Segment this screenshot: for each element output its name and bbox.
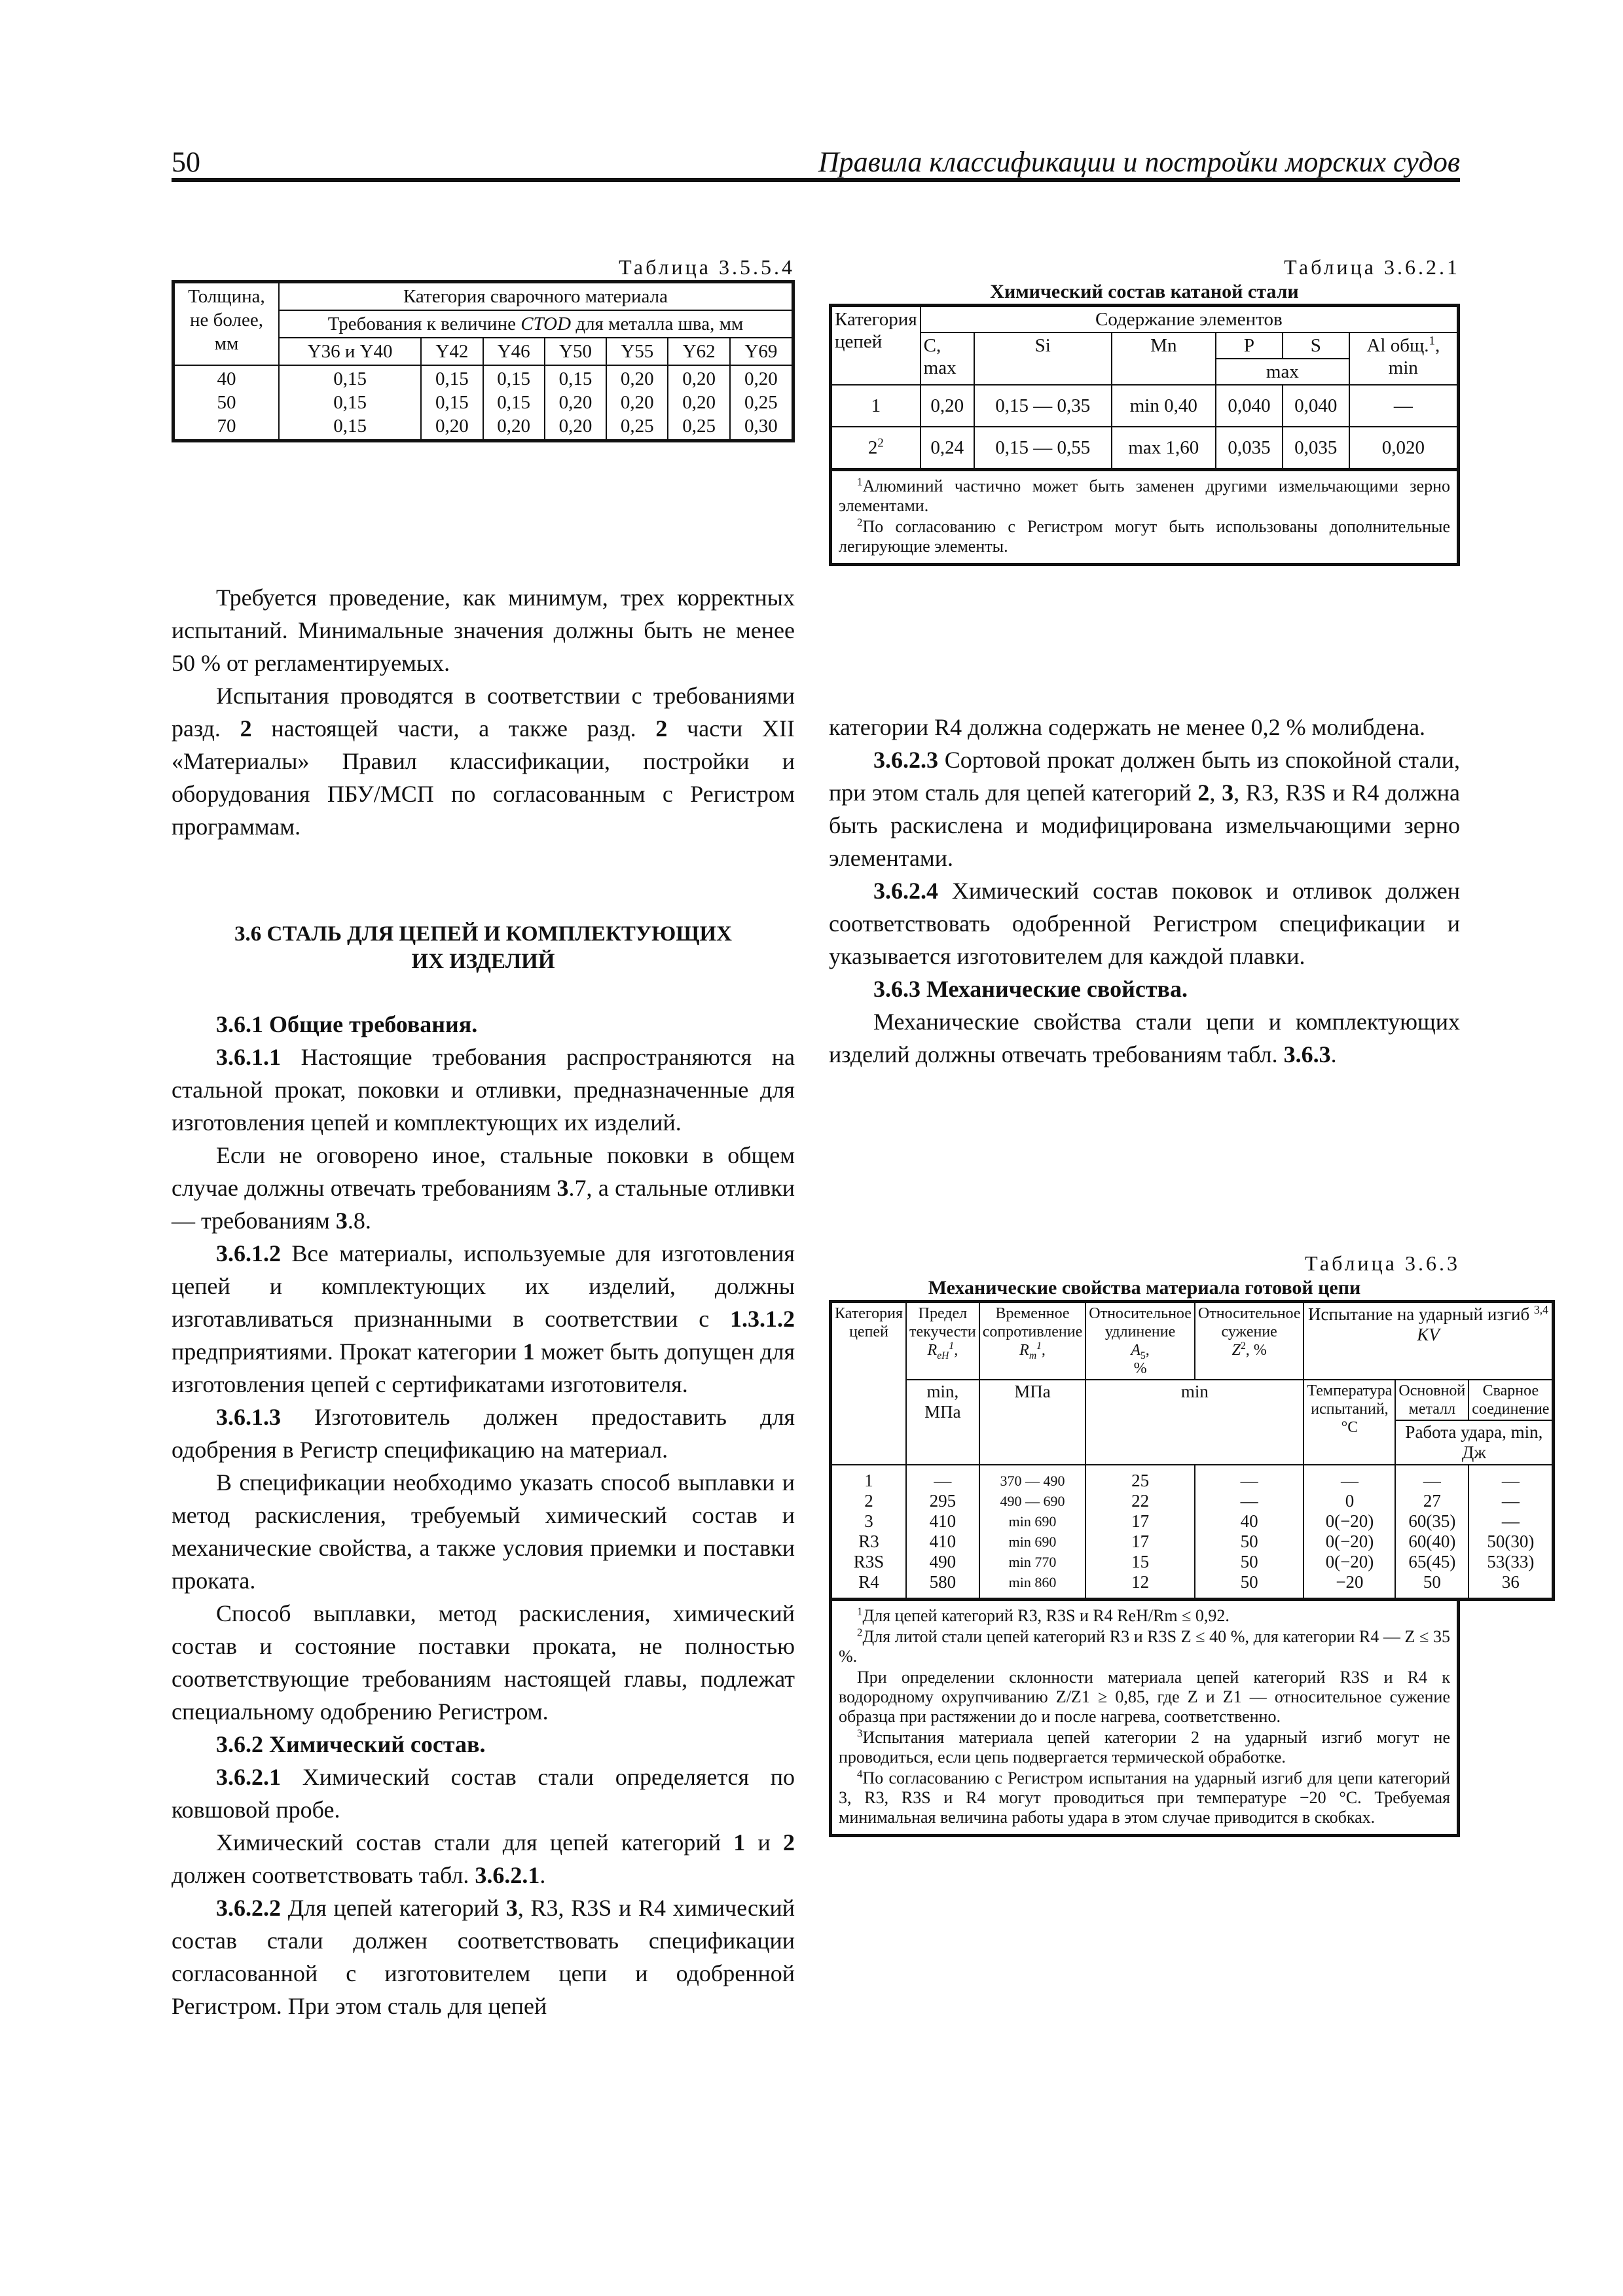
ctod-cell [668,365,729,441]
element-s-cell: 0,035 [1283,427,1349,470]
category-cell [831,427,921,470]
table-3-6-2-1-block [829,254,1460,566]
mech-base-value: 60(35) [1408,1511,1456,1531]
header-rule [172,178,1460,182]
mech-a-value: 25 [1131,1471,1150,1490]
note: $^1$Алюминий частично может быть заменен другими измельчающими зерно элементами. [839,475,1450,515]
mech-temp-value: 0(−20) [1325,1532,1374,1551]
subsection-heading: 3.6.3 Механические свойства. [873,976,1188,1002]
col-reduction-header: Относительное сужение $Z^2$, % [1195,1302,1304,1380]
mech-temp-cell [1304,1465,1395,1600]
thickness-cell [173,365,280,441]
mech-t-value: 370 — 490 [1000,1473,1065,1489]
mech-y-cell [906,1465,979,1600]
col-al-header: Al общ.$^1$, min [1349,332,1459,385]
element-c-cell: 0,24 [921,427,974,470]
page-header [172,145,1460,182]
col-s-header: S [1283,332,1349,359]
mech-t-value: min 860 [1008,1574,1057,1590]
grade-header: Y69 [730,338,793,365]
element-mn-cell: max 1,60 [1112,427,1216,470]
chemical-table [829,304,1460,471]
paragraph: Химический состав стали для цепей категорий 1 и 2 должен соответствовать табл. 3.6.2.1. [172,1829,795,1888]
mech-base-value: — [1423,1471,1441,1490]
paragraph: 3.6.2.2 Для цепей категорий 3, R3, R3S и R4 химический состав стали должен соответствовать спецификации согласованной с изготовителем цепи и одобренной Регистром. При этом сталь для цепей [172,1895,795,2019]
mech-t-value: min 690 [1008,1513,1057,1530]
mech-y-value: 410 [929,1511,957,1531]
mech-temp-value: 0 [1345,1491,1355,1511]
col-mn-header: Mn [1112,332,1216,385]
mech-z-value: — [1240,1491,1258,1511]
element-p-cell: 0,040 [1216,385,1283,427]
ctod-value: 0,20 [620,392,654,413]
note: $^1$Для цепей категорий R3, R3S и R4 ReH/Rm ≤ 0,92. [857,1605,1230,1625]
col-thickness-header: Толщина, не более, мм [173,282,280,366]
table-row [831,385,1459,427]
ctod-value: 0,20 [497,416,531,437]
grade-header: Y42 [421,338,483,365]
mech-a-value: 17 [1131,1511,1150,1531]
category-value: 1 [871,395,881,416]
mech-a-cell [1085,1465,1195,1600]
thickness-value: 70 [217,416,236,437]
paragraph: 3.6.2.3 Сортовой прокат должен быть из спокойной стали, при этом сталь для цепей категорий 2, 3, R3, R3S и R4 должна быть раскислена и модифицирована измельчающими зерно элементами. [829,747,1461,871]
mech-z-cell [1195,1465,1304,1600]
element-s-cell: 0,040 [1283,385,1349,427]
footnote-mark: 2 [877,436,884,450]
ctod-value: 0,20 [682,368,716,389]
paragraph: Способ выплавки, метод раскисления, химический состав и состояние поставки проката, не полностью соответствующие требованиям настоящей главы, подлежат специальному одобрению Регистром. [172,1600,795,1725]
mech-weld-value: — [1501,1511,1520,1531]
mech-cat-value: R4 [858,1572,879,1592]
mech-base-value: 50 [1423,1572,1441,1592]
element-c-cell: 0,20 [921,385,974,427]
mech-y-value: 580 [929,1572,957,1592]
paragraph: 3.6.2.1 Химический состав стали определяется по ковшовой пробе. [172,1764,795,1823]
tensile-unit: МПа [979,1380,1086,1465]
table-3-6-3-block [829,1250,1550,1837]
ctod-cell [279,365,421,441]
ctod-value: 0,20 [620,368,654,389]
paragraph: 3.6.2.4 Химический состав поковок и отливок должен соответствовать одобренной Регистром спецификации и указывается изготовителем для каждой плавки. [829,878,1460,969]
mech-t-value: min 770 [1008,1554,1057,1570]
mech-a-value: 17 [1131,1532,1150,1551]
mech-base-value: 60(40) [1408,1532,1456,1551]
ctod-value: 0,15 [497,368,531,389]
mech-z-value: 50 [1240,1552,1258,1571]
note: $^2$По согласованию с Регистром могут быть использованы дополнительные легирующие элементы. [839,516,1450,556]
left-column-text [172,581,795,2022]
table-3-5-5-4-block [172,254,795,442]
ctod-value: 0,25 [744,392,778,413]
running-title: Правила классификации и постройки морских судов [818,146,1460,178]
note: $^4$По согласованию с Регистром испытания на ударный изгиб для цепи категорий 3, R3, R3S и R4 могут проводиться при температуре −20 °C. Требуемая минимальная величина работы удара в этом случае приводится в скобках. [839,1767,1450,1827]
paragraph: В спецификации необходимо указать способ выплавки и метод раскисления, требуемый химический состав и механические свойства, а также условия приемки и поставки проката. [172,1469,795,1594]
ctod-table [172,280,795,442]
category-cell [831,385,921,427]
paragraph: 3.6.1.3 Изготовитель должен предоставить для одобрения в Регистр спецификацию на материал. [172,1404,795,1463]
col-ps-max: max [1216,359,1349,385]
paragraph: категории R4 должна содержать не менее 0,2 % молибдена. [829,714,1426,740]
ctod-cell [483,365,545,441]
table-notes [829,471,1460,566]
category-value: 2 [867,437,878,458]
ctod-table-body [173,365,793,441]
ctod-value: 0,25 [682,416,716,437]
grade-header: Y55 [606,338,668,365]
ctod-cell [730,365,793,441]
subsection-heading: 3.6.2 Химический состав. [216,1731,486,1757]
ctod-value: 0,20 [744,368,778,389]
mech-weld-cell [1468,1465,1554,1600]
grade-header: Y50 [545,338,606,365]
ctod-cell [545,365,606,441]
note: $^3$Испытания материала цепей категории 2 на ударный изгиб могут не проводиться, если цепь подвергается термической обработке. [839,1727,1450,1767]
grade-header: Y36 и Y40 [279,338,421,365]
col-weld-header: Сварное соединение [1468,1380,1554,1420]
mech-base-value: 65(45) [1408,1552,1456,1571]
ctod-cell [606,365,668,441]
ctod-value: 0,15 [435,392,469,413]
right-column-text [829,711,1460,1071]
table-subtitle: Механические свойства материала готовой цепи [928,1277,1361,1299]
mech-cat-value: 1 [864,1471,873,1490]
mech-cat-cell [831,1465,907,1600]
paragraph: 3.6.1.2 Все материалы, используемые для изготовления цепей и комплектующих их изделий, должны изготавливаться признанными в соответствии с 1.3.1.2 предприятиями. Прокат категории 1 может быть допущен для изготовления цепей с сертификатами изготовителя. [172,1240,795,1397]
section-title: 3.6 СТАЛЬ ДЛЯ ЦЕПЕЙ И КОМПЛЕКТУЮЩИХ ИХ ИЗДЕЛИЙ [234,922,732,973]
mech-base-cell [1395,1465,1468,1600]
ctod-value: 0,15 [333,368,367,389]
element-si-cell: 0,15 — 0,55 [974,427,1112,470]
col-p-header: P [1216,332,1283,359]
table-notes [829,1601,1460,1837]
col-category-header: Категория сварочного материала [279,282,793,311]
ctod-value: 0,20 [558,392,593,413]
mech-temp-value: −20 [1336,1572,1364,1592]
mechanical-table [829,1300,1555,1601]
col-si-header: Si [974,332,1112,385]
mech-a-value: 12 [1131,1572,1150,1592]
mech-y-value: 410 [929,1532,957,1551]
grade-header: Y46 [483,338,545,365]
mech-temp-value: 0(−20) [1325,1511,1374,1531]
thickness-value: 40 [217,368,236,389]
ctod-value: 0,15 [558,368,593,389]
mech-temp-value: 0(−20) [1325,1552,1374,1571]
note: $^2$Для литой стали цепей категорий R3 и R3S Z ≤ 40 %, для категории R4 — Z ≤ 35 %. [839,1626,1450,1666]
ctod-value: 0,15 [333,416,367,437]
col-content-header: Содержание элементов [921,306,1459,333]
mech-a-value: 15 [1131,1552,1150,1571]
mech-z-value: 50 [1240,1532,1258,1551]
min-label: min [1085,1380,1304,1465]
table-row [173,365,793,441]
note: При определении склонности материала цепей категорий R3S и R4 к водородному охрупчиванию Z/Z1 ≥ 0,85, где Z и Z1 — относительное сужение образца при растяжении до и после нагрева, соответственно. [839,1668,1450,1726]
mech-cat-value: 3 [864,1511,873,1531]
col-impact-header: Испытание на ударный изгиб $^{3,4}$ KV [1304,1302,1553,1380]
mech-z-value: 40 [1240,1511,1258,1531]
mech-y-value: 295 [929,1491,957,1511]
subsection-heading: 3.6.1 Общие требования. [216,1011,478,1037]
table-caption: Таблица 3.6.2.1 [1284,255,1460,279]
col-tensile-header: Временное сопротивление $R_m^1$, [979,1302,1086,1380]
ctod-value: 0,15 [333,392,367,413]
mech-weld-value: — [1501,1471,1520,1490]
ctod-value: 0,20 [682,392,716,413]
paragraph: Требуется проведение, как минимум, трех корректных испытаний. Минимальные значения должны быть не менее 50 % от регламентируемых. [172,584,795,676]
ctod-value: 0,15 [435,368,469,389]
col-elongation-header: Относительное удлинение $A_5$, % [1085,1302,1195,1380]
paragraph: Испытания проводятся в соответствии с требованиями разд. 2 настоящей части, а также разд. 2 части XII «Материалы» Правил классификации, постройки и оборудования ПБУ/МСП по согласованным с Регистром программам. [172,683,795,840]
table-row [831,427,1459,470]
col-yield-header: Предел текучести $R_{eH}^1$, [906,1302,979,1380]
ctod-value: 0,20 [435,416,469,437]
mech-t-value: min 690 [1008,1534,1057,1550]
mech-t-value: 490 — 690 [1000,1493,1065,1509]
page-number: 50 [172,146,200,178]
ctod-cell [421,365,483,441]
element-si-cell: 0,15 — 0,35 [974,385,1112,427]
table-caption: Таблица 3.6.3 [1305,1251,1460,1275]
mech-cat-value: R3S [853,1552,884,1571]
mech-weld-value: 53(33) [1487,1552,1535,1571]
paragraph: Механические свойства стали цепи и комплектующих изделий должны отвечать требованиям табл. 3.6.3. [829,1009,1460,1067]
grade-header: Y62 [668,338,729,365]
mechanical-table-body [831,1465,1554,1600]
col-base-header: Основной металл [1395,1380,1468,1420]
paragraph: Если не оговорено иное, стальные поковки в общем случае должны отвечать требованиям 3.7, а стальные отливки — требованиям 3.8. [172,1142,795,1234]
paragraph: 3.6.1.1 Настоящие требования распространяются на стальной прокат, поковки и отливки, предназначенные для изготовления цепей и комплектующих их изделий. [172,1044,795,1136]
col-category-header: Категория цепей [831,1302,907,1465]
mech-cat-value: R3 [858,1532,879,1551]
mech-base-value: 27 [1423,1491,1441,1511]
mech-weld-value: 36 [1501,1572,1520,1592]
col-temp-header: Температура испытаний, °C [1304,1380,1395,1465]
ctod-value: 0,20 [558,416,593,437]
element-p-cell: 0,035 [1216,427,1283,470]
yield-unit: min, МПа [906,1380,979,1465]
mech-y-value: — [934,1471,952,1490]
thickness-value: 50 [217,392,236,413]
table-subtitle: Химический состав катаной стали [990,281,1299,302]
chemical-table-body [831,385,1459,470]
mech-weld-value: 50(30) [1487,1532,1535,1551]
mech-y-value: 490 [929,1552,957,1571]
col-requirement-header: Требования к величине CTOD для металла шва, мм [279,310,793,338]
col-c-header: C, max [921,332,974,385]
mech-a-value: 22 [1131,1491,1150,1511]
ctod-value: 0,15 [497,392,531,413]
mech-weld-value: — [1501,1491,1520,1511]
mech-temp-value: — [1340,1471,1359,1490]
element-al-cell: — [1349,385,1459,427]
mech-z-value: 50 [1240,1572,1258,1592]
col-work-header: Работа удара, min, Дж [1395,1420,1554,1465]
mech-z-value: — [1240,1471,1258,1490]
ctod-value: 0,30 [744,416,778,437]
table-row [831,1465,1554,1600]
ctod-value: 0,25 [620,416,654,437]
table-caption: Таблица 3.5.5.4 [619,255,795,279]
element-mn-cell: min 0,40 [1112,385,1216,427]
mech-cat-value: 2 [864,1491,873,1511]
mech-t-cell [979,1465,1086,1600]
col-category-header: Категория цепей [831,306,921,386]
element-al-cell: 0,020 [1349,427,1459,470]
